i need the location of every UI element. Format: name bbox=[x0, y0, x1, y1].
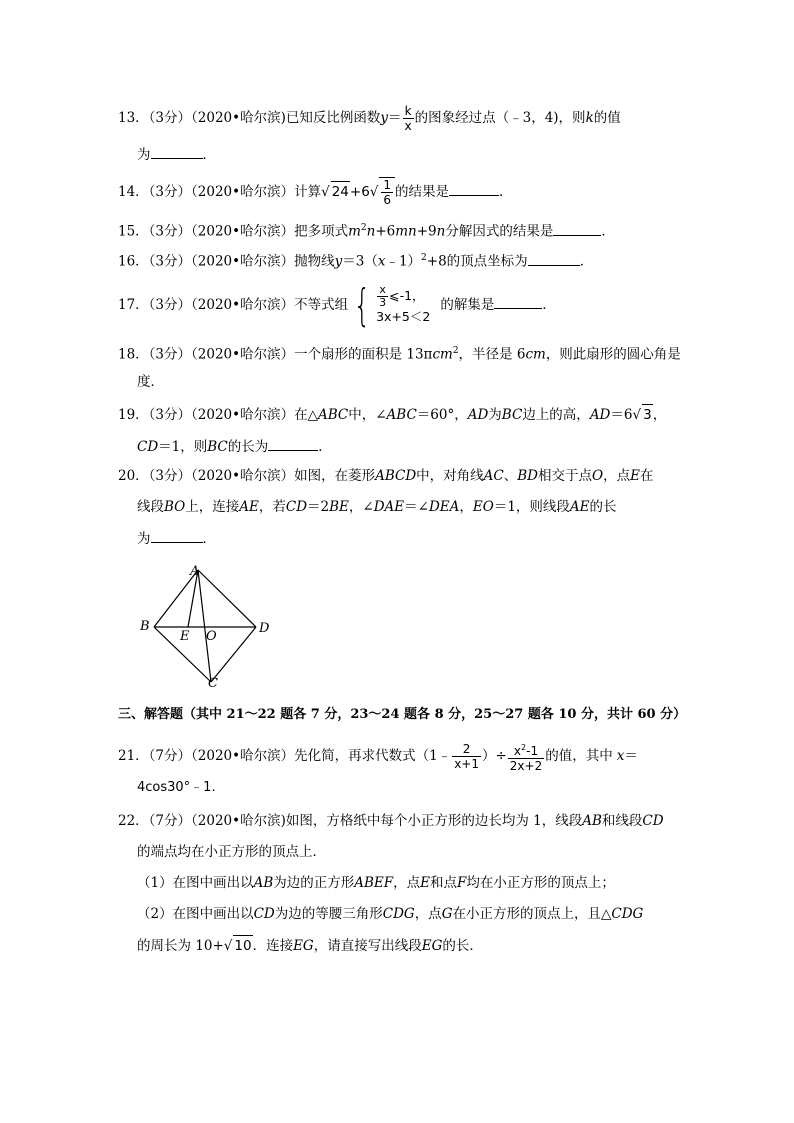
q15-var-mn: mn bbox=[395, 223, 417, 240]
q19-answer-blank[interactable] bbox=[268, 436, 318, 451]
q18-unit-cm: cm bbox=[432, 346, 453, 363]
label-b: B bbox=[140, 619, 150, 634]
q21-f2-num-b: -1 bbox=[526, 743, 539, 758]
q18-line2-text: 度． bbox=[137, 374, 164, 390]
q17-row2: 3x+5＜2 bbox=[376, 308, 431, 324]
sqrt-icon: √ bbox=[321, 184, 330, 200]
q20-l2b: 上，连接 bbox=[185, 499, 240, 515]
q22-l5a: 的周长为 10+ bbox=[137, 938, 224, 954]
q21-eq: ＝ bbox=[624, 748, 638, 764]
q16-tail: +8的顶点坐标为 bbox=[426, 253, 528, 270]
diagonal-ac bbox=[198, 570, 211, 682]
q20-l2e: ，∠ bbox=[348, 499, 374, 515]
q20-l2f: ＝∠ bbox=[404, 499, 429, 515]
q22-p1-ab: AB bbox=[253, 875, 274, 891]
q13-var-y: y bbox=[380, 110, 388, 126]
q20-line3-text: 为 bbox=[137, 531, 151, 547]
sqrt-icon: √ bbox=[632, 407, 642, 423]
label-e: E bbox=[180, 629, 190, 644]
q21-f2-num-a: x bbox=[513, 743, 522, 758]
q20-ac: AC bbox=[483, 468, 504, 484]
q20-cd: CD bbox=[285, 499, 308, 515]
q20-line3: 为 ． bbox=[137, 528, 216, 549]
q13-var-k: k bbox=[585, 110, 594, 126]
q17-text: 17．（3分）（2020•哈尔滨）不等式组 bbox=[118, 297, 349, 313]
q15-answer-blank[interactable] bbox=[553, 221, 601, 236]
q20-l2g: ， bbox=[459, 499, 473, 515]
q21-line2: 4cos30°﹣1. bbox=[137, 780, 216, 795]
q17-tail: 的解集是 bbox=[440, 297, 495, 313]
q22-line2: 的端点均在小正方形的顶点上． bbox=[137, 844, 326, 860]
q20-l2c: ，若 bbox=[258, 499, 286, 515]
label-a: A bbox=[190, 564, 200, 579]
q17-frac-den: 3 bbox=[379, 295, 387, 309]
q16-sup: 2 bbox=[421, 253, 427, 263]
q16-mid2: ﹣1） bbox=[385, 253, 422, 270]
q19-mid6: ， bbox=[652, 407, 667, 423]
brace-icon: { bbox=[353, 279, 371, 331]
edge-dc bbox=[211, 627, 256, 682]
q20-l2d: ＝2 bbox=[307, 499, 330, 515]
q18-mid: ，半径是 6 bbox=[458, 346, 526, 363]
sqrt-icon: √ bbox=[369, 184, 379, 200]
q21-var-x: x bbox=[616, 748, 625, 764]
q21-f1-num: 2 bbox=[452, 742, 481, 757]
q21-frac1 bbox=[452, 742, 481, 771]
q19-cd: CD bbox=[137, 439, 159, 455]
q14-text: 14．（3分）（2020•哈尔滨）计算 bbox=[118, 184, 322, 200]
q19-abc2: ABC bbox=[386, 407, 417, 423]
q19-mid4: 边上的高， bbox=[522, 407, 590, 423]
q13-eq: ＝ bbox=[388, 110, 402, 126]
q22-l5d: 的长． bbox=[442, 938, 483, 954]
q22-line5 bbox=[137, 935, 483, 956]
q22-p1-abef: ABEF bbox=[354, 875, 394, 891]
q20-l1c: 、 bbox=[503, 468, 518, 484]
q18-unit-cm2: cm bbox=[525, 346, 546, 363]
q22-text: 22．（7分）（2020•哈尔滨)如图，方格纸中每个小正方形的边长均为 1，线段 bbox=[118, 813, 583, 829]
q16-mid: ＝3（ bbox=[342, 253, 378, 270]
q22-l5b: ．连接 bbox=[252, 938, 294, 954]
q18-tail: ，则此扇形的圆心角是 bbox=[545, 346, 681, 363]
q19-mid1: 中，∠ bbox=[348, 407, 387, 423]
q14-frac-den: 6 bbox=[383, 193, 392, 207]
q20-bo: BO bbox=[164, 499, 186, 515]
q13-line2-text: 为 bbox=[137, 147, 151, 163]
q19-line2-a: ＝1，则 bbox=[158, 439, 208, 455]
q13-line2: 为 ． bbox=[137, 144, 216, 165]
q20-e: E bbox=[630, 468, 640, 484]
q22-p1-f: F bbox=[457, 875, 467, 891]
q15-mid: +6 bbox=[375, 223, 396, 240]
q20-dea: DEA bbox=[428, 499, 460, 515]
q22-p2-g: G bbox=[441, 906, 453, 922]
q19-radicand: 3 bbox=[642, 404, 653, 425]
q20-l2i: 的长 bbox=[589, 499, 617, 515]
q15-tail: 分解因式的结果是 bbox=[445, 223, 554, 240]
q20-ae2: AE bbox=[569, 499, 590, 515]
q21-frac2 bbox=[508, 741, 544, 773]
q22-eg: EG bbox=[293, 938, 314, 954]
q14-line: 14．（3分）（2020•哈尔滨）计算√ 24+6√ $\frac{1}{6}$ 的结果是 ． bbox=[118, 178, 513, 207]
q18-line2 bbox=[137, 372, 164, 392]
q15-var-m: m bbox=[348, 223, 361, 240]
q16-answer-blank[interactable] bbox=[528, 251, 580, 266]
rhombus-figure bbox=[136, 560, 286, 695]
q22-p2-cdg2: CDG bbox=[611, 906, 644, 922]
q14-tail: 的结果是 bbox=[395, 184, 450, 200]
q22-p1d: 和点 bbox=[430, 875, 458, 891]
q22-p1-e: E bbox=[420, 875, 431, 891]
q20-line2 bbox=[137, 497, 617, 517]
q22-p2c: ，点 bbox=[414, 906, 442, 922]
q22-p2-cd: CD bbox=[253, 906, 275, 922]
edge-ad bbox=[198, 570, 256, 627]
q21-f2-num-sup: 2 bbox=[521, 742, 527, 752]
q20-eo: EO bbox=[472, 499, 494, 515]
q18-sup: 2 bbox=[452, 346, 459, 356]
q17-answer-blank[interactable] bbox=[494, 294, 542, 309]
q14-frac-num: 1 bbox=[383, 178, 392, 192]
q21-line1 bbox=[118, 738, 638, 774]
q19-mid3: 为 bbox=[488, 407, 502, 423]
q19-bc: BC bbox=[501, 407, 523, 423]
label-o: O bbox=[206, 629, 217, 644]
q15-var-n: n bbox=[366, 223, 376, 240]
q20-line1 bbox=[118, 466, 653, 486]
q20-bd: BD bbox=[517, 468, 539, 484]
section-heading: 三、解答题（其中 21～22 题各 7 分，23～24 题各 8 分，25～27 题各 10 分，共计 60 分） bbox=[118, 707, 687, 722]
q22-p1b: 为边的正方形 bbox=[273, 875, 355, 891]
q14-answer-blank[interactable] bbox=[449, 181, 499, 196]
q20-l2h: ＝1，则线段 bbox=[493, 499, 570, 515]
q22-cd: CD bbox=[642, 813, 664, 829]
q15-mid2: +9 bbox=[416, 223, 437, 240]
q17-system bbox=[376, 284, 430, 328]
q13-line1 bbox=[118, 104, 621, 133]
q17-fraction bbox=[377, 284, 388, 309]
q20-l1e: ，点 bbox=[603, 468, 631, 484]
q19-ad: AD bbox=[467, 407, 489, 423]
q22-part2 bbox=[137, 904, 643, 924]
q17-line: 17．（3分）（2020•哈尔滨）不等式组 { $\frac{x}{3}$ ⩽-1， 3x+5＜2 的解集是 ． bbox=[118, 279, 556, 331]
q22-radicand: 10 bbox=[233, 935, 252, 956]
q21-f1-den: x+1 bbox=[454, 757, 479, 771]
q22-p2-cdg: CDG bbox=[382, 906, 415, 922]
q20-l1f: 在 bbox=[639, 468, 654, 484]
q20-l2a: 线段 bbox=[137, 499, 164, 515]
q18-text: 18．（3分）（2020•哈尔滨）一个扇形的面积是 13π bbox=[118, 346, 433, 363]
q15-sup: 2 bbox=[360, 223, 367, 233]
q22-ab: AB bbox=[582, 813, 602, 829]
q22-l5c: ，请直接写出线段 bbox=[313, 938, 422, 954]
q21-text: 21．（7分）（2020•哈尔滨）先化简，再求代数式（1﹣ bbox=[118, 748, 452, 764]
q20-be: BE bbox=[329, 499, 349, 515]
q21-f2-den: 2x+2 bbox=[509, 758, 543, 773]
q13-text-mid: 的图象经过点（﹣3，4)，则 bbox=[414, 110, 586, 126]
q19-line2: CD＝1，则BC的长为 ． bbox=[137, 436, 332, 457]
q16-text: 16．（3分）（2020•哈尔滨）抛物线 bbox=[118, 253, 335, 270]
q20-abcd: ABCD bbox=[375, 468, 417, 484]
q18-line1 bbox=[118, 341, 681, 365]
q20-text: 20．（3分）（2020•哈尔滨）如图，在菱形 bbox=[118, 468, 376, 484]
q13-fraction bbox=[403, 104, 414, 133]
q17-row1-tail: ⩽-1， bbox=[389, 287, 425, 303]
q19-abc: ABC bbox=[317, 407, 349, 423]
q22-p2d: 在小正方形的顶点上，且△ bbox=[452, 906, 612, 922]
q13-text-tail: 的值 bbox=[593, 110, 621, 126]
q14-plus: +6 bbox=[349, 184, 370, 200]
q22-l1b: 和线段 bbox=[601, 813, 643, 829]
q22-eg2: EG bbox=[421, 938, 443, 954]
q15-text: 15．（3分）（2020•哈尔滨）把多项式 bbox=[118, 223, 349, 240]
q20-ae: AE bbox=[239, 499, 259, 515]
q19-line1 bbox=[118, 404, 666, 425]
sqrt-icon: √ bbox=[223, 938, 233, 954]
q22-p1a: （1）在图中画出以 bbox=[137, 875, 254, 891]
q16-var-y: y bbox=[334, 253, 343, 270]
q13-answer-blank[interactable] bbox=[151, 144, 203, 159]
q15-line: 15．（3分）（2020•哈尔滨）把多项式$m^2n+6mn+9n$分解因式的结果是 ． bbox=[118, 218, 615, 242]
q21-mid: ）÷ bbox=[481, 748, 507, 764]
label-c: C bbox=[208, 676, 218, 691]
q19-bc2: BC bbox=[207, 439, 228, 455]
q13-text: 13．（3分）（2020•哈尔滨)已知反比例函数 bbox=[118, 110, 381, 126]
q16-line: 16．（3分）（2020•哈尔滨）抛物线y＝3（x﹣1）$^2$+8的顶点坐标为 ． bbox=[118, 248, 593, 272]
q14-radicand: 24 bbox=[331, 181, 350, 202]
q20-l1d: 相交于点 bbox=[538, 468, 593, 484]
q22-p2b: 为边的等腰三角形 bbox=[274, 906, 383, 922]
q19-mid2: ＝60°， bbox=[416, 407, 468, 423]
q16-var-x: x bbox=[377, 253, 386, 270]
q21-f2-num bbox=[508, 741, 544, 759]
q19-text: 19．（3分）（2020•哈尔滨）在△ bbox=[118, 407, 318, 423]
q15-var-n2: n bbox=[436, 223, 446, 240]
q13-frac-num: k bbox=[403, 104, 414, 119]
q19-line2-b: 的长为 bbox=[227, 439, 269, 455]
q20-l1b: 中，对角线 bbox=[416, 468, 484, 484]
q22-p1c: ，点 bbox=[393, 875, 421, 891]
q22-line1 bbox=[118, 811, 664, 831]
q20-dae: DAE bbox=[373, 499, 405, 515]
q19-mid5: ＝6 bbox=[610, 407, 633, 423]
q21-tail: 的值，其中 bbox=[545, 748, 613, 764]
q14-fraction bbox=[381, 178, 393, 207]
q17-frac-num: x bbox=[377, 284, 388, 297]
q22-p1e2: 均在小正方形的顶点上； bbox=[466, 875, 615, 891]
label-d: D bbox=[259, 621, 270, 636]
q22-part1 bbox=[137, 873, 615, 893]
q20-answer-blank[interactable] bbox=[151, 528, 203, 543]
q20-o: O bbox=[592, 468, 604, 484]
q13-frac-den: x bbox=[404, 119, 412, 133]
q19-ad2: AD bbox=[589, 407, 611, 423]
q22-p2a: （2）在图中画出以 bbox=[137, 906, 254, 922]
